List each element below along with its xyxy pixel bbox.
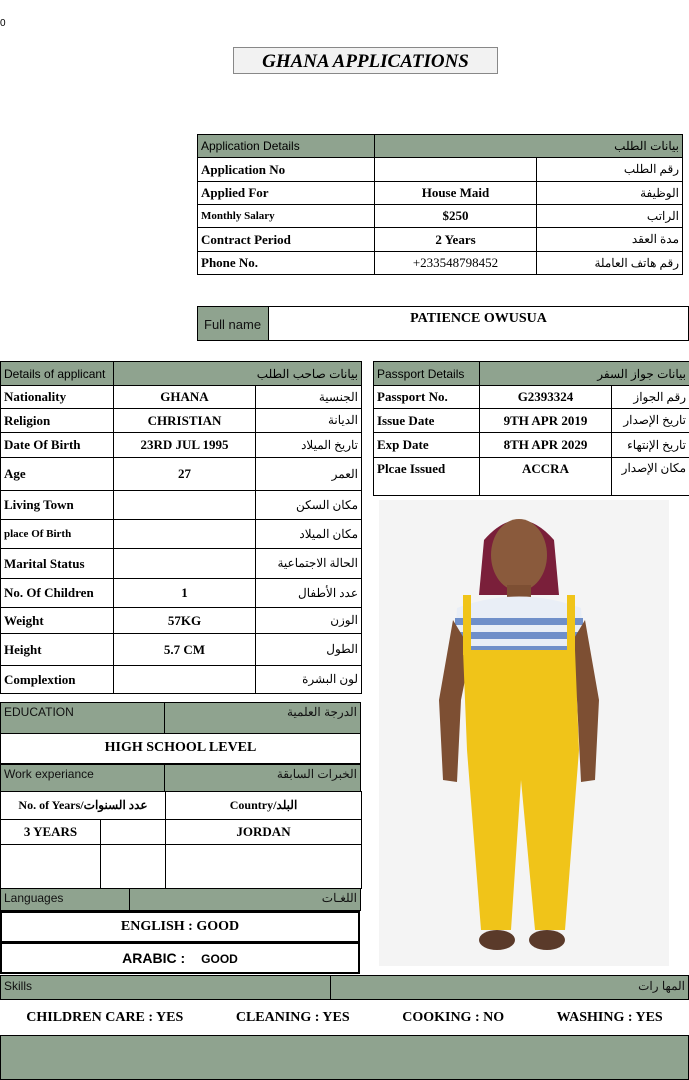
applicant-header-en: Details of applicant — [1, 362, 114, 386]
applicant-ar: الطول — [256, 634, 362, 666]
application-label: Applied For — [198, 182, 375, 205]
applicant-ar: عدد الأطفال — [256, 579, 362, 608]
passport-ar: تاريخ الإصدار — [612, 409, 689, 433]
application-details-table — [197, 134, 683, 275]
page-title: GHANA APPLICATIONS — [233, 47, 498, 74]
skills-header-en: Skills — [0, 975, 331, 1000]
applicant-ar: العمر — [256, 458, 362, 491]
applicant-value: 1 — [114, 579, 256, 608]
application-ar: الراتب — [537, 205, 683, 228]
applicant-ar: الوزن — [256, 608, 362, 634]
work-country: JORDAN — [166, 820, 362, 845]
corner-mark: 0 — [0, 18, 6, 29]
passport-label: Plcae Issued — [374, 458, 480, 496]
skills-row — [0, 1000, 689, 1035]
passport-header-ar: بيانات جواز السفر — [480, 362, 689, 386]
skill-children-care: CHILDREN CARE : YES — [26, 1009, 184, 1025]
applicant-value: GHANA — [114, 386, 256, 409]
passport-value: 8TH APR 2029 — [480, 433, 612, 458]
application-ar: الوظيفة — [537, 182, 683, 205]
skill-washing: WASHING : YES — [556, 1009, 663, 1025]
applicant-value — [114, 549, 256, 579]
applicant-value: 5.7 CM — [114, 634, 256, 666]
applicant-label: Religion — [1, 409, 114, 433]
passport-ar: رقم الجواز — [612, 386, 689, 409]
skill-cleaning: CLEANING : YES — [235, 1009, 350, 1025]
languages-header-en: Languages — [0, 888, 130, 911]
full-name-label: Full name — [197, 306, 269, 341]
applicant-value: CHRISTIAN — [114, 409, 256, 433]
application-value: $250 — [375, 205, 537, 228]
education-header-en: EDUCATION — [0, 702, 165, 734]
languages-arabic-row — [0, 942, 360, 974]
applicant-label: Age — [1, 458, 114, 491]
applicant-label: No. Of Children — [1, 579, 114, 608]
footer-band — [0, 1035, 689, 1080]
application-value — [375, 158, 537, 182]
applicant-header-ar: بيانات صاحب الطلب — [114, 362, 362, 386]
application-ar: رقم الطلب — [537, 158, 683, 182]
applicant-value: 23RD JUL 1995 — [114, 433, 256, 458]
languages-arabic-label: ARABIC : — [122, 950, 186, 966]
application-value: +233548798452 — [375, 252, 537, 275]
education-value: HIGH SCHOOL LEVEL — [0, 733, 361, 764]
applicant-ar: تاريخ الميلاد — [256, 433, 362, 458]
applicant-ar: الديانة — [256, 409, 362, 433]
work-col-country: Country/البلد — [166, 792, 362, 820]
applicant-ar: لون البشرة — [256, 666, 362, 694]
work-table — [0, 791, 362, 889]
languages-arabic-value: GOOD — [201, 952, 238, 966]
applicant-label: Height — [1, 634, 114, 666]
application-ar: رقم هاتف العاملة — [537, 252, 683, 275]
education-header-ar: الدرجة العلمية — [164, 702, 361, 734]
applicant-value — [114, 491, 256, 520]
applicant-label: Complextion — [1, 666, 114, 694]
application-value: 2 Years — [375, 228, 537, 252]
applicant-value — [114, 520, 256, 549]
applicant-label: place Of Birth — [1, 520, 114, 549]
passport-ar: مكان الإصدار — [612, 458, 689, 496]
full-name-value: PATIENCE OWUSUA — [268, 306, 689, 341]
passport-label: Exp Date — [374, 433, 480, 458]
applicant-ar: مكان الميلاد — [256, 520, 362, 549]
applicant-ar: الحالة الاجتماعية — [256, 549, 362, 579]
work-header-en: Work experiance — [0, 764, 165, 792]
languages-header-ar: اللغـات — [129, 888, 361, 911]
application-label: Monthly Salary — [198, 205, 375, 228]
work-col-years: No. of Years/عدد السنوات — [1, 792, 166, 820]
skills-header-ar: المها رات — [330, 975, 689, 1000]
application-label: Contract Period — [198, 228, 375, 252]
applicant-photo — [379, 500, 669, 966]
applicant-value: 57KG — [114, 608, 256, 634]
applicant-value — [114, 666, 256, 694]
passport-value: 9TH APR 2019 — [480, 409, 612, 433]
applicant-details-table — [0, 361, 362, 694]
passport-details-table — [373, 361, 689, 496]
work-years: 3 YEARS — [1, 820, 101, 845]
person-figure-icon — [379, 500, 669, 966]
applicant-label: Living Town — [1, 491, 114, 520]
applicant-ar: مكان السكن — [256, 491, 362, 520]
application-ar: مدة العقد — [537, 228, 683, 252]
application-value: House Maid — [375, 182, 537, 205]
applicant-value: 27 — [114, 458, 256, 491]
passport-label: Passport No. — [374, 386, 480, 409]
application-header-ar: بيانات الطلب — [375, 135, 683, 158]
application-header-en: Application Details — [198, 135, 375, 158]
applicant-ar: الجنسية — [256, 386, 362, 409]
passport-ar: تاريخ الإنتهاء — [612, 433, 689, 458]
application-label: Application No — [198, 158, 375, 182]
passport-header-en: Passport Details — [374, 362, 480, 386]
application-label: Phone No. — [198, 252, 375, 275]
skill-cooking: COOKING : NO — [402, 1009, 505, 1025]
passport-label: Issue Date — [374, 409, 480, 433]
languages-english: ENGLISH : GOOD — [0, 911, 360, 943]
passport-value: ACCRA — [480, 458, 612, 496]
applicant-label: Weight — [1, 608, 114, 634]
applicant-label: Marital Status — [1, 549, 114, 579]
applicant-label: Nationality — [1, 386, 114, 409]
passport-value: G2393324 — [480, 386, 612, 409]
applicant-label: Date Of Birth — [1, 433, 114, 458]
work-header-ar: الخبرات السابقة — [164, 764, 361, 792]
